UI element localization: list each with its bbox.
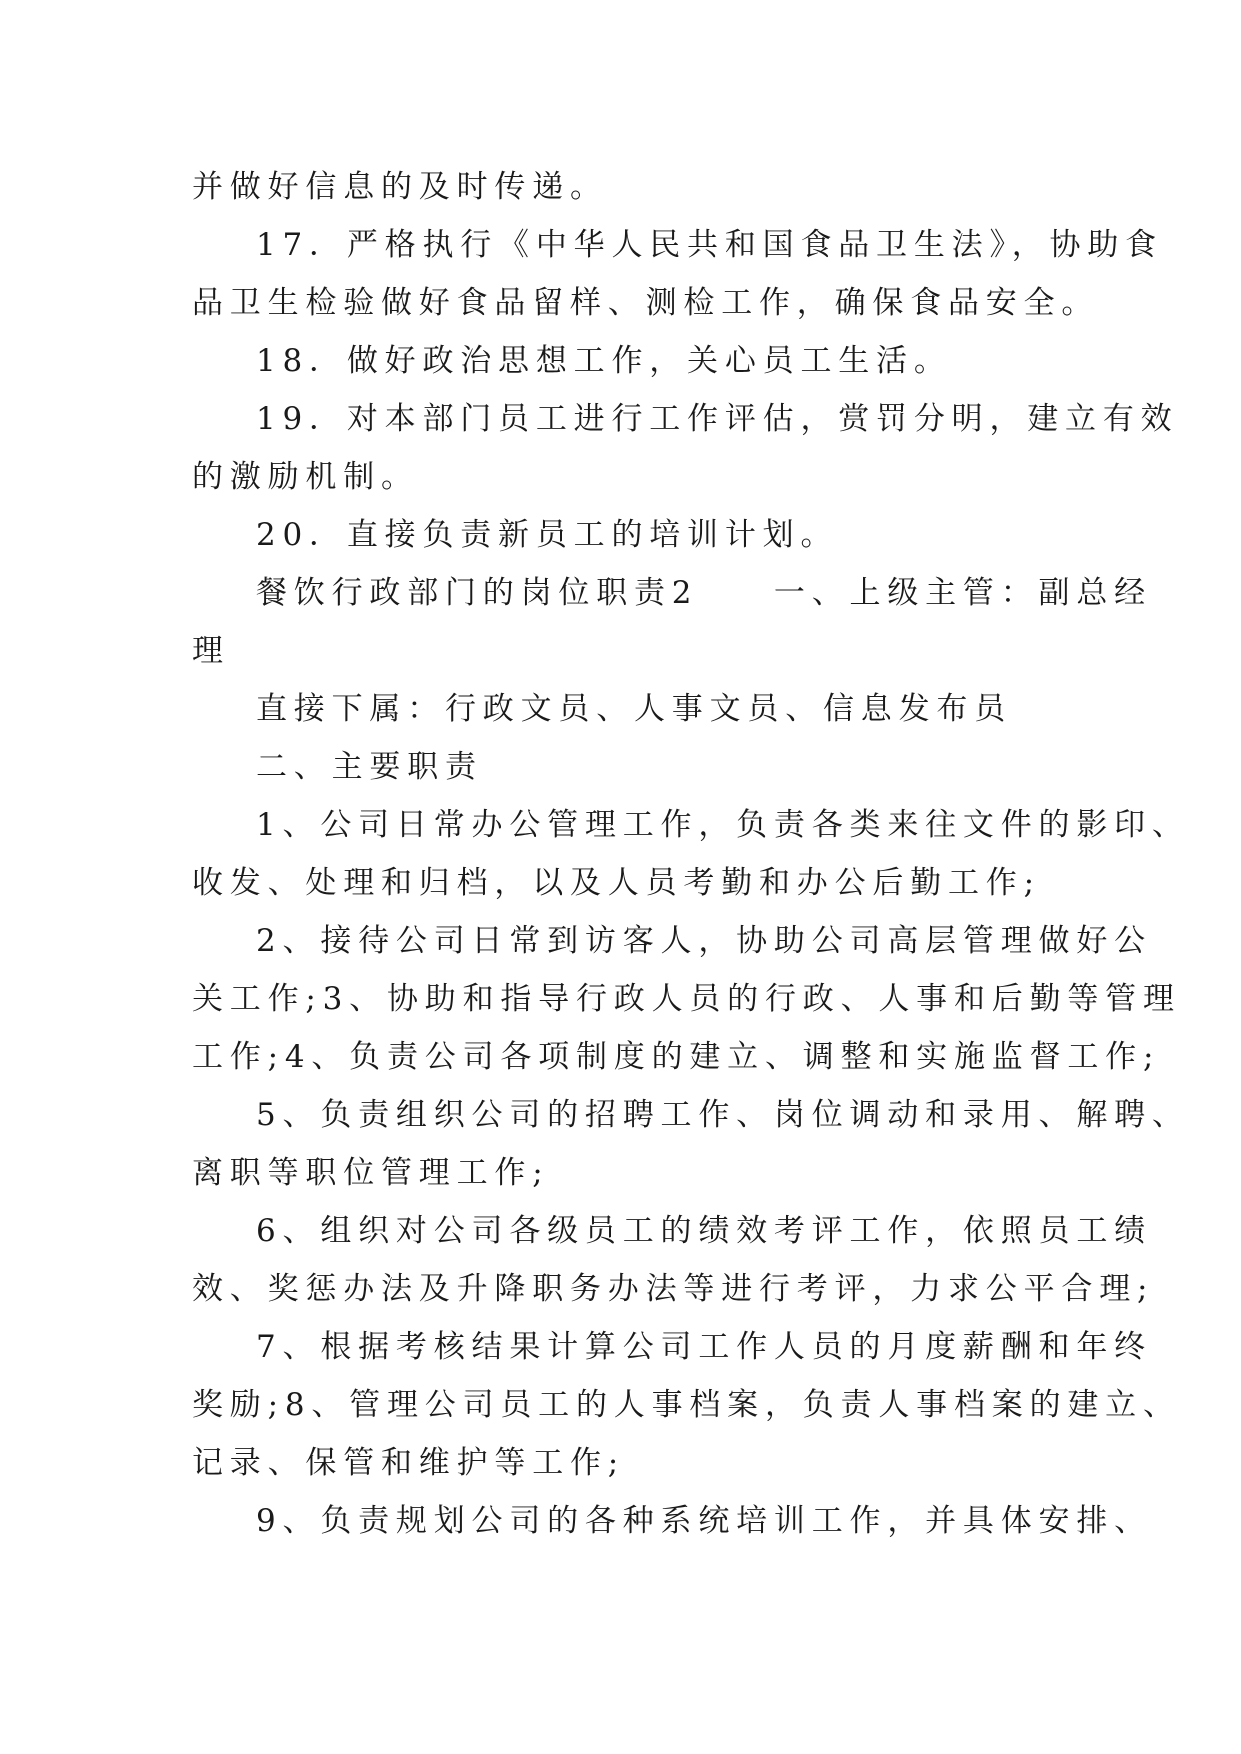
text-line: 1、公司日常办公管理工作，负责各类来往文件的影印、 [256,807,1190,843]
text-line: 7、根据考核结果计算公司工作人员的月度薪酬和年终 [256,1329,1152,1365]
text-line: 理 [192,633,230,669]
text-line: 并做好信息的及时传递。 [192,169,608,205]
text-line: 18．做好政治思想工作，关心员工生活。 [256,343,952,379]
text-line: 17．严格执行《中华人民共和国食品卫生法》，协助食 [256,227,1163,263]
text-line: 工作;4、负责公司各项制度的建立、调整和实施监督工作; [192,1039,1161,1075]
text-line: 收发、处理和归档，以及人员考勤和办公后勤工作; [192,865,1041,901]
text-line: 20．直接负责新员工的培训计划。 [256,517,839,553]
text-line: 记录、保管和维护等工作; [192,1445,626,1481]
text-line: 6、组织对公司各级员工的绩效考评工作，依照员工绩 [256,1213,1152,1249]
section-heading-line: 餐饮行政部门的岗位职责2 一、上级主管：副总经 [256,575,1152,611]
text-line: 的激励机制。 [192,459,419,495]
text-line: 2、接待公司日常到访客人，协助公司高层管理做好公 [256,923,1152,959]
text-line: 离职等职位管理工作; [192,1155,550,1191]
document-body [192,158,1190,1550]
text-line: 9、负责规划公司的各种系统培训工作，并具体安排、 [256,1503,1152,1539]
text-line: 奖励;8、管理公司员工的人事档案，负责人事档案的建立、 [192,1387,1181,1423]
text-line: 关工作;3、协助和指导行政人员的行政、人事和后勤等管理 [192,981,1181,1017]
text-line: 19．对本部门员工进行工作评估，赏罚分明，建立有效 [256,401,1179,437]
text-line: 效、奖惩办法及升降职务办法等进行考评，力求公平合理; [192,1271,1155,1307]
section-heading-line: 二、主要职责 [256,749,483,785]
text-line: 品卫生检验做好食品留样、测检工作，确保食品安全。 [192,285,1100,321]
text-line: 直接下属：行政文员、人事文员、信息发布员 [256,691,1012,727]
text-line: 5、负责组织公司的招聘工作、岗位调动和录用、解聘、 [256,1097,1190,1133]
